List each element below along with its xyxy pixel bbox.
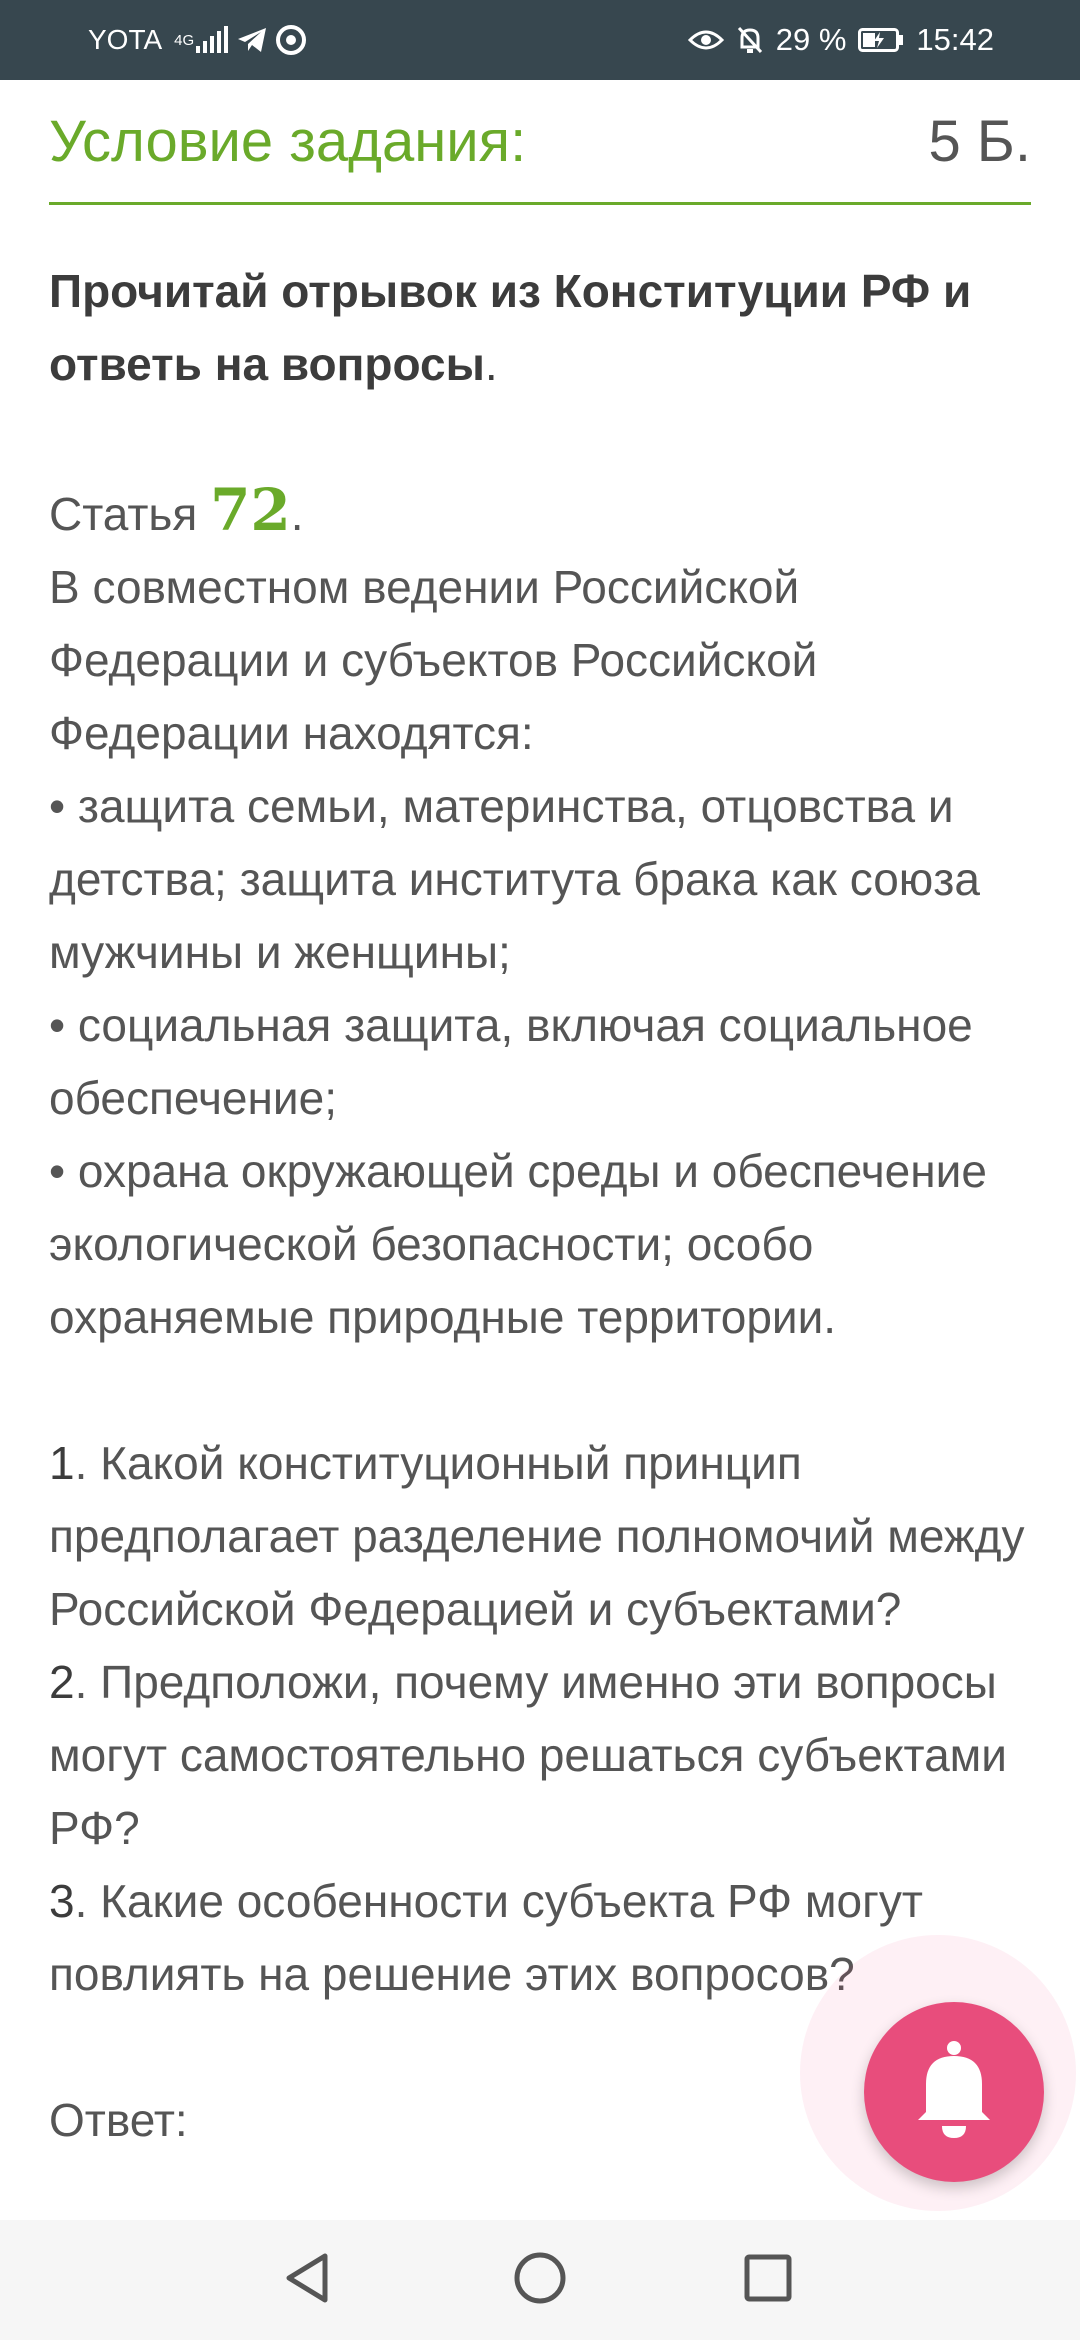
network-type: 4G (174, 31, 195, 49)
status-right (688, 0, 994, 80)
task-header (49, 80, 1031, 205)
battery-percent: 29 % (775, 22, 847, 57)
question-number: 2 (49, 1656, 75, 1708)
article-dot: . (290, 488, 304, 540)
article-label: Статья (49, 488, 198, 540)
telegram-icon (236, 26, 268, 54)
home-button[interactable] (508, 2248, 572, 2312)
status-left (88, 0, 306, 80)
carrier-label: YOTA (88, 24, 163, 55)
question-text: . Предположи, почему именно эти вопросы могут самостоятельно решаться субъектами РФ? (49, 1656, 1007, 1854)
article-bullet: • защита семьи, материнства, отцовства и детства; защита института брака как союза мужчины и женщины; (49, 780, 980, 978)
question-text: . Какой конституционный принцип предполагает разделение полномочий между Российской Федерацией и субъектами? (49, 1437, 1025, 1635)
battery-charging-icon (858, 28, 904, 52)
recents-icon (742, 2252, 794, 2309)
intro-text: Прочитай отрывок из Конституции РФ и ответь на вопросы (49, 265, 972, 390)
signal-icon (170, 26, 228, 54)
task-intro (49, 255, 1031, 401)
chrome-icon (276, 25, 306, 55)
article-bullet: • социальная защита, включая социальное обеспечение; (49, 999, 973, 1124)
back-button[interactable] (275, 2248, 339, 2312)
article-block (49, 474, 1031, 1354)
question-text: . Какие особенности субъекта РФ могут повлиять на решение этих вопросов? (49, 1875, 923, 2000)
notification-bell-button[interactable] (864, 2002, 1044, 2182)
home-icon (512, 2250, 568, 2311)
question-number: 3 (49, 1875, 75, 1927)
task-content (49, 80, 1031, 2157)
article-line: В совместном ведении Российской Федерации и субъектов Российской Федерации находятся: (49, 561, 818, 759)
bell-icon (906, 2038, 1002, 2147)
page-title: Условие задания: (49, 109, 527, 174)
back-icon (281, 2250, 333, 2311)
article-heading (49, 474, 1031, 551)
questions-list (49, 1427, 1031, 2011)
article-bullet: • охрана окружающей среды и обеспечение экологической безопасности; особо охраняемые природные территории. (49, 1145, 987, 1343)
bell-off-icon (736, 25, 764, 55)
eye-icon (688, 28, 724, 52)
clock: 15:42 (916, 22, 994, 57)
article-number: 72 (210, 476, 291, 544)
intro-dot: . (484, 338, 498, 390)
question-item (49, 1646, 1031, 1865)
navigation-bar (0, 2220, 1080, 2340)
answer-label: Ответ: (49, 2094, 188, 2146)
status-bar (0, 0, 1080, 80)
recents-button[interactable] (736, 2248, 800, 2312)
points-label: 5 Б. (928, 109, 1031, 174)
question-item (49, 1427, 1031, 1646)
question-number: 1 (49, 1437, 75, 1489)
